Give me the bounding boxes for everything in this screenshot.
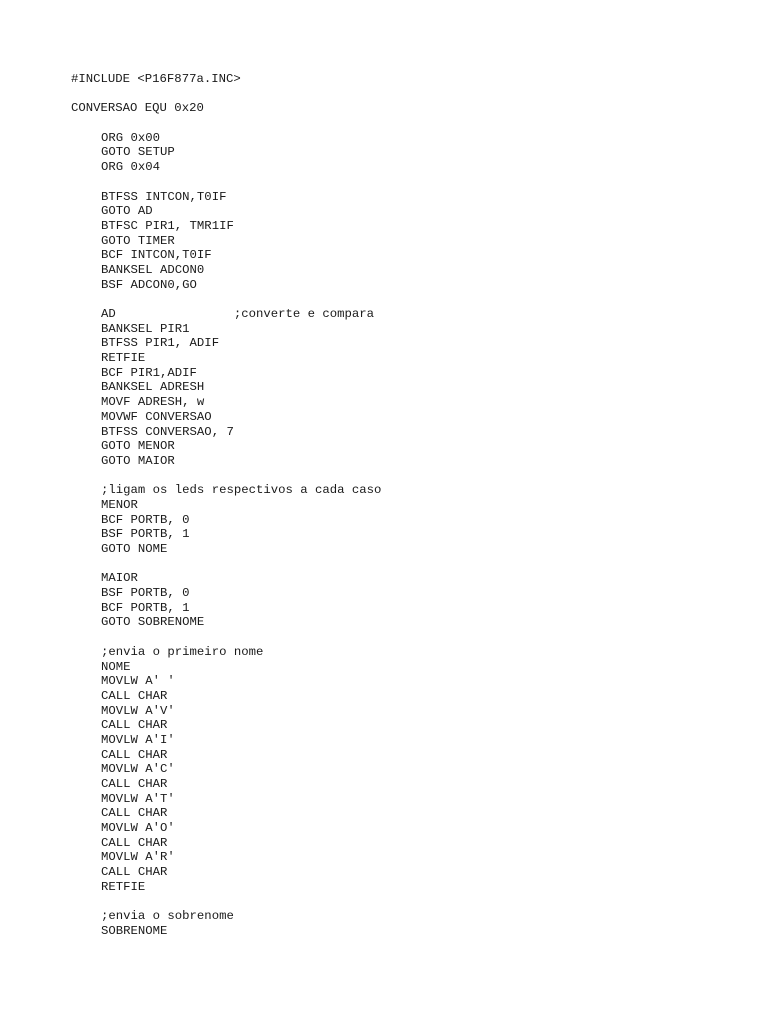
blank-line bbox=[71, 116, 381, 131]
code-line: NOME bbox=[101, 659, 131, 674]
code-line: CONVERSAO EQU 0x20 bbox=[71, 101, 204, 116]
code-line: BSF PORTB, 0 bbox=[101, 586, 190, 601]
code-line: CALL CHAR bbox=[101, 835, 168, 850]
code-line: BTFSS CONVERSAO, 7 bbox=[101, 424, 234, 439]
code-line: #INCLUDE <P16F877a.INC> bbox=[71, 72, 241, 86]
code-line: ;ligam os leds respectivos a cada caso bbox=[101, 483, 382, 498]
code-line: BANKSEL PIR1 bbox=[101, 321, 190, 336]
code-line: BANKSEL ADRESH bbox=[101, 380, 205, 395]
code-line: MENOR bbox=[101, 497, 138, 512]
code-line: BTFSS PIR1, ADIF bbox=[101, 336, 220, 351]
blank-line bbox=[71, 469, 381, 484]
code-line: MOVLW A'I' bbox=[101, 732, 175, 747]
code-line: SOBRENOME bbox=[101, 923, 168, 938]
code-line: BSF ADCON0,GO bbox=[101, 277, 197, 292]
code-line: ;envia o primeiro nome bbox=[101, 644, 264, 659]
code-line: BCF INTCON,T0IF bbox=[101, 248, 212, 263]
code-line: BCF PORTB, 1 bbox=[101, 600, 190, 615]
code-line: RETFIE bbox=[101, 351, 146, 366]
code-line: MAIOR bbox=[101, 571, 138, 586]
code-line: GOTO AD bbox=[101, 204, 153, 219]
code-line: BCF PIR1,ADIF bbox=[101, 365, 197, 380]
code-line: BANKSEL ADCON0 bbox=[101, 262, 205, 277]
code-line: BSF PORTB, 1 bbox=[101, 527, 190, 542]
code-line: GOTO MENOR bbox=[101, 439, 175, 454]
blank-line bbox=[71, 557, 381, 572]
code-line: CALL CHAR bbox=[101, 718, 168, 733]
blank-line bbox=[71, 630, 381, 645]
blank-line bbox=[71, 895, 381, 910]
code-line: BTFSS INTCON,T0IF bbox=[101, 189, 227, 204]
code-line: ORG 0x04 bbox=[101, 160, 161, 175]
code-line: MOVLW A'C' bbox=[101, 762, 175, 777]
code-line: MOVLW A'O' bbox=[101, 821, 175, 836]
code-line: MOVLW A'R' bbox=[101, 850, 175, 865]
code-line: CALL CHAR bbox=[101, 865, 168, 880]
code-line: BCF PORTB, 0 bbox=[101, 512, 190, 527]
blank-line bbox=[71, 292, 381, 307]
blank-line bbox=[71, 87, 381, 102]
code-line: GOTO MAIOR bbox=[101, 453, 175, 468]
code-line: ;envia o sobrenome bbox=[101, 909, 234, 924]
code-line: GOTO SOBRENOME bbox=[101, 615, 205, 630]
code-line: MOVLW A' ' bbox=[101, 674, 175, 689]
code-line: CALL CHAR bbox=[101, 777, 168, 791]
code-line: RETFIE bbox=[101, 879, 146, 894]
code-line: MOVLW A'T' bbox=[101, 791, 175, 806]
code-line: CALL CHAR bbox=[101, 747, 168, 762]
blank-line bbox=[71, 175, 381, 190]
code-line: GOTO TIMER bbox=[101, 233, 175, 248]
code-line: AD ;converte e compara bbox=[101, 307, 375, 321]
code-line: MOVLW A'V' bbox=[101, 703, 175, 718]
code-line: MOVF ADRESH, w bbox=[101, 395, 205, 410]
code-line: CALL CHAR bbox=[101, 688, 168, 703]
code-line: GOTO NOME bbox=[101, 542, 168, 556]
code-line: MOVWF CONVERSAO bbox=[101, 409, 212, 424]
code-line: ORG 0x00 bbox=[101, 130, 161, 145]
code-line: BTFSC PIR1, TMR1IF bbox=[101, 218, 234, 233]
code-line: GOTO SETUP bbox=[101, 145, 175, 160]
assembly-code-block bbox=[71, 72, 381, 939]
code-line: CALL CHAR bbox=[101, 806, 168, 821]
